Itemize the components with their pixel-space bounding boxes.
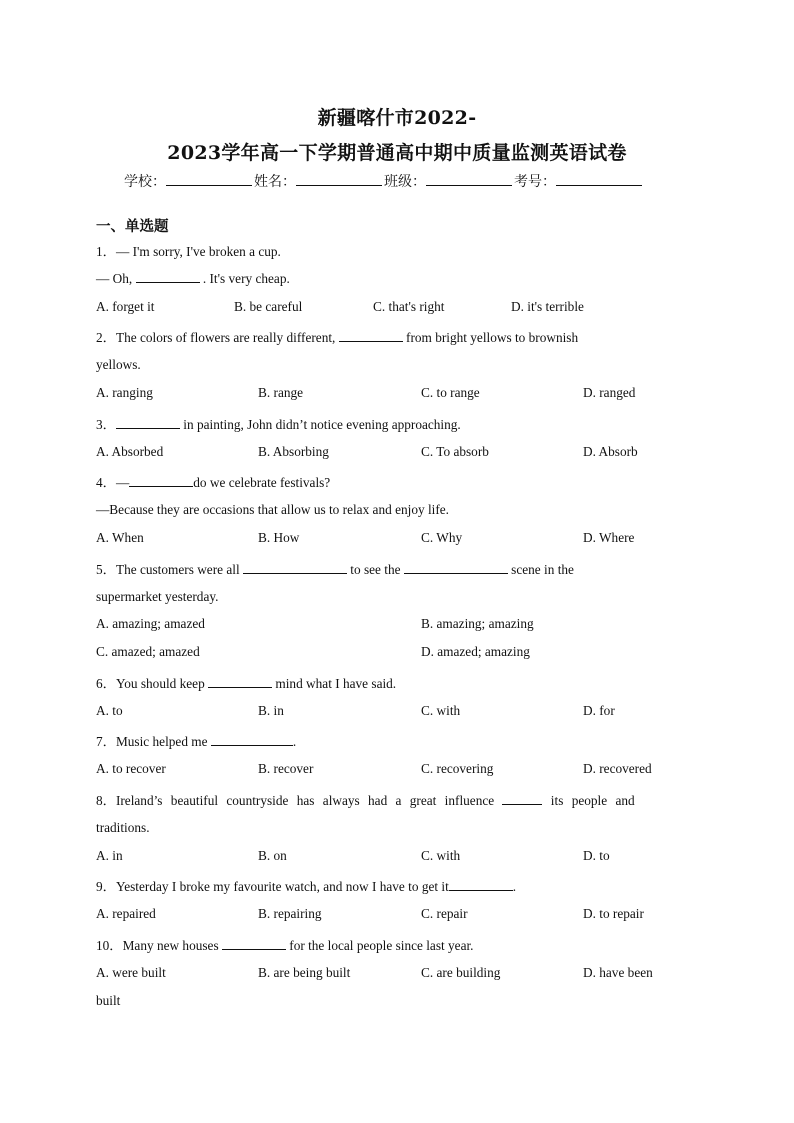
exam-title-line-2: 2023学年高一下学期普通高中期中质量监测英语试卷 (167, 142, 627, 164)
option-c[interactable]: C. amazed; amazed (96, 644, 200, 659)
exam-title-line-1: 新疆喀什市2022- (317, 107, 477, 129)
question-7-stem: 7．Music helped me . (96, 734, 297, 749)
answer-blank (502, 793, 542, 805)
option-d[interactable]: D. to repair (583, 906, 644, 921)
option-a[interactable]: A. to recover (96, 761, 166, 776)
option-a[interactable]: A. forget it (96, 299, 155, 314)
option-c[interactable]: C. with (421, 848, 461, 863)
question-5-stem: 5．The customers were all to see the scene in the (96, 562, 574, 577)
option-a[interactable]: A. repaired (96, 906, 156, 921)
option-d[interactable]: D. ranged (583, 385, 636, 400)
option-c[interactable]: C. are building (421, 965, 501, 980)
answer-blank (222, 938, 286, 950)
answer-blank (116, 417, 180, 429)
question-6-stem: 6．You should keep mind what I have said. (96, 676, 397, 691)
question-1-stem: 1．— I'm sorry, I've broken a cup. (96, 244, 281, 259)
answer-blank (208, 676, 272, 688)
question-2-stem: 2．The colors of flowers are really different, from bright yellows to brownish (96, 330, 579, 345)
answer-blank (136, 271, 200, 283)
option-c[interactable]: C. to range (421, 385, 480, 400)
name-label: 姓名： (254, 174, 296, 190)
question-9-stem: 9．Yesterday I broke my favourite watch, and now I have to get it . (96, 879, 517, 894)
section-title: 一、单选题 (96, 219, 169, 235)
question-3-stem: 3． in painting, John didn’t notice evening approaching. (96, 417, 461, 432)
school-blank[interactable] (166, 173, 252, 186)
option-d[interactable]: D. to (583, 848, 610, 863)
option-d[interactable]: D. it's terrible (511, 299, 584, 314)
option-a[interactable]: A. were built (96, 965, 166, 980)
class-label: 班级： (384, 174, 426, 190)
question-8-stem: 8．Ireland’s beautiful countryside has always had a great influence its people and (96, 793, 635, 808)
option-a[interactable]: A. ranging (96, 385, 153, 400)
exam-number-blank[interactable] (556, 173, 642, 186)
option-a[interactable]: A. Absorbed (96, 444, 164, 459)
option-b[interactable]: B. be careful (234, 299, 303, 314)
option-c[interactable]: C. repair (421, 906, 468, 921)
option-b[interactable]: B. recover (258, 761, 314, 776)
answer-blank (339, 330, 403, 342)
option-c[interactable]: C. that's right (373, 299, 445, 314)
option-c[interactable]: C. Why (421, 530, 463, 545)
option-b[interactable]: B. on (258, 848, 287, 863)
option-b[interactable]: B. Absorbing (258, 444, 329, 459)
option-a[interactable]: A. When (96, 530, 144, 545)
name-blank[interactable] (296, 173, 382, 186)
school-label: 学校： (124, 174, 166, 190)
question-1-reply: — Oh, . It's very cheap. (96, 271, 290, 286)
option-d[interactable]: D. Where (583, 530, 635, 545)
option-d[interactable]: D. for (583, 703, 615, 718)
exam-number-label: 考号： (514, 174, 556, 190)
option-b[interactable]: B. amazing; amazing (421, 616, 534, 631)
option-b[interactable]: B. How (258, 530, 300, 545)
question-8-stem-cont: traditions. (96, 820, 150, 835)
option-b[interactable]: B. range (258, 385, 304, 400)
option-d[interactable]: D. recovered (583, 761, 652, 776)
question-10-stem: 10．Many new houses for the local people since last year. (96, 938, 474, 953)
option-b[interactable]: B. in (258, 703, 284, 718)
student-info-row (124, 171, 644, 191)
option-c[interactable]: C. recovering (421, 761, 494, 776)
question-4-reply: —Because they are occasions that allow us to relax and enjoy life. (96, 502, 449, 517)
question-2-stem-cont: yellows. (96, 357, 141, 372)
option-b[interactable]: B. repairing (258, 906, 322, 921)
question-5-stem-cont: supermarket yesterday. (96, 589, 219, 604)
answer-blank (243, 562, 347, 574)
option-d-wrap: built (96, 993, 121, 1008)
option-a[interactable]: A. amazing; amazed (96, 616, 205, 631)
class-blank[interactable] (426, 173, 512, 186)
answer-blank (129, 475, 193, 487)
option-d[interactable]: D. Absorb (583, 444, 638, 459)
option-c[interactable]: C. with (421, 703, 461, 718)
option-d[interactable]: D. have been (583, 965, 653, 980)
option-a[interactable]: A. to (96, 703, 123, 718)
option-d[interactable]: D. amazed; amazing (421, 644, 530, 659)
option-b[interactable]: B. are being built (258, 965, 351, 980)
option-a[interactable]: A. in (96, 848, 123, 863)
answer-blank (404, 562, 508, 574)
question-4-stem: 4．— do we celebrate festivals? (96, 475, 331, 490)
question-number: 1． (96, 244, 116, 259)
option-c[interactable]: C. To absorb (421, 444, 489, 459)
answer-blank (211, 734, 293, 746)
answer-blank (449, 879, 513, 891)
